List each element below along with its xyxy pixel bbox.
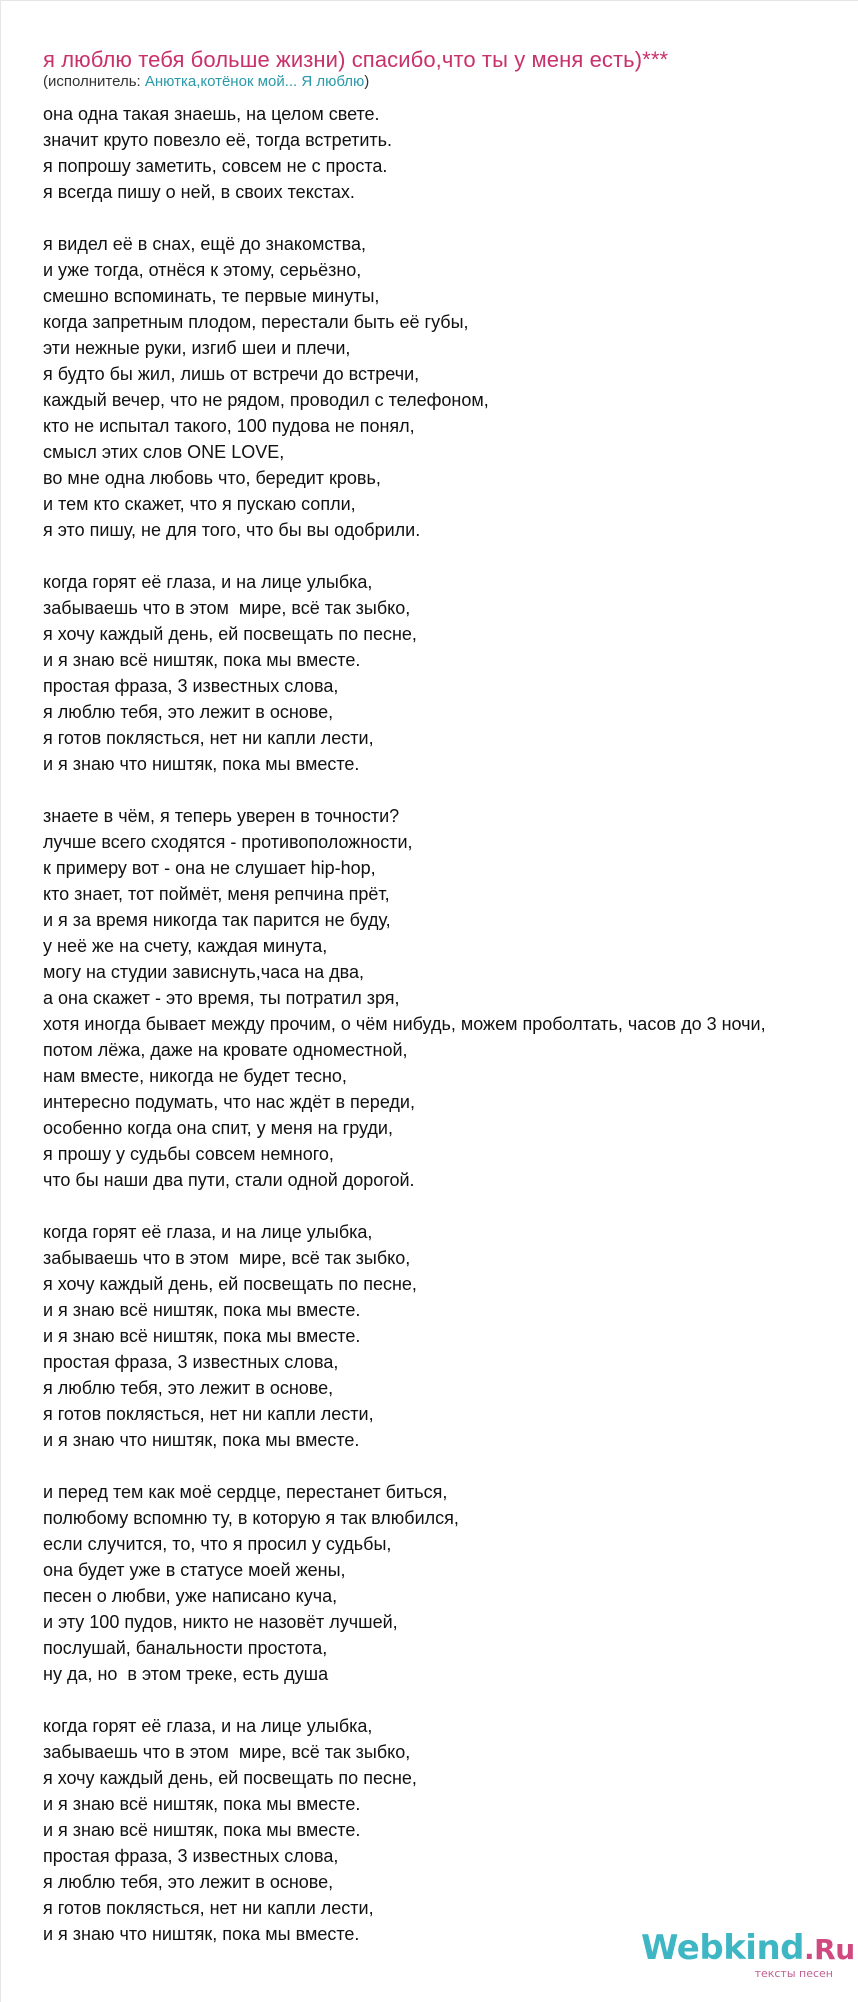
performer-line [43,73,369,90]
performer-link[interactable]: Анютка,котёнок мой... Я люблю [144,73,365,90]
webkind-tagline: тексты песен [754,1967,833,1980]
lyric-line: я будто бы жил, лишь от встречи до встречи, [43,364,420,384]
lyric-line: и я знаю всё ништяк, пока мы вместе. [43,1300,361,1320]
lyric-line: и эту 100 пудов, никто не назовёт лучшей, [43,1612,398,1632]
lyric-line: я хочу каждый день, ей посвещать по песне, [43,1768,417,1788]
lyric-line: она одна такая знаешь, на целом свете. [43,104,380,124]
lyric-line: значит круто повезло её, тогда встретить. [43,130,393,150]
lyric-line: и я знаю всё ништяк, пока мы вместе. [43,650,361,670]
lyric-line: песен о любви, уже написано куча, [43,1586,338,1606]
lyric-line: и я знаю всё ништяк, пока мы вместе. [43,1820,361,1840]
lyric-line: я попрошу заметить, совсем не с проста. [43,156,388,176]
stanza-break [43,543,858,569]
lyric-line: полюбому вспомню ту, в которую я так влюбился, [43,1508,459,1528]
lyric-line: я всегда пишу о ней, в своих текстах. [43,182,355,202]
lyric-line: особенно когда она спит, у меня на груди, [43,1118,393,1138]
lyric-line: я хочу каждый день, ей посвещать по песне, [43,1274,417,1294]
lyric-line: и я знаю что ништяк, пока мы вместе. [43,1924,360,1944]
lyric-line: кто знает, тот поймёт, меня репчина прёт, [43,884,390,904]
song-title: я люблю тебя больше жизни) спасибо,что ты у меня есть)*** [43,47,669,72]
lyric-line: простая фраза, 3 известных слова, [43,1352,339,1372]
lyric-line: и уже тогда, отнёся к этому, серьёзно, [43,260,362,280]
lyric-line: я готов поклясться, нет ни капли лести, [43,1404,374,1424]
performer-suffix: ) [364,73,370,90]
lyric-line: я люблю тебя, это лежит в основе, [43,702,334,722]
lyric-line: могу на студии зависнуть,часа на два, [43,962,365,982]
lyric-line: я готов поклясться, нет ни капли лести, [43,1898,374,1918]
lyric-line: если случится, то, что я просил у судьбы, [43,1534,392,1554]
lyric-line: когда запретным плодом, перестали быть её губы, [43,312,469,332]
lyric-line: смысл этих слов ONE LOVE, [43,442,285,462]
lyric-line: хотя иногда бывает между прочим, о чём нибудь, можем проболтать, часов до 3 ночи, [43,1014,766,1034]
webkind-logo-main: Webkind [641,1928,804,1968]
lyric-line: эти нежные руки, изгиб шеи и плечи, [43,338,351,358]
lyric-line: я люблю тебя, это лежит в основе, [43,1872,334,1892]
lyric-line: и я знаю что ништяк, пока мы вместе. [43,754,360,774]
lyric-line: когда горят её глаза, и на лице улыбка, [43,1222,373,1242]
lyric-line: и я знаю всё ништяк, пока мы вместе. [43,1326,361,1346]
stanza-break [43,1193,858,1219]
lyric-line: нам вместе, никогда не будет тесно, [43,1066,347,1086]
lyric-line: к примеру вот - она не слушает hip-hop, [43,858,376,878]
lyric-line: и тем кто скажет, что я пускаю сопли, [43,494,356,514]
stanza-break [43,777,858,803]
lyric-line: я хочу каждый день, ей посвещать по песне, [43,624,417,644]
lyric-line: послушай, банальности простота, [43,1638,328,1658]
lyric-line: лучше всего сходятся - противоположности, [43,832,413,852]
stanza-break [43,1687,858,1713]
lyric-line: ну да, но в этом треке, есть душа [43,1664,329,1684]
lyric-line: простая фраза, 3 известных слова, [43,1846,339,1866]
lyric-line: я готов поклясться, нет ни капли лести, [43,728,374,748]
webkind-watermark[interactable] [641,1928,855,1991]
lyric-line: я люблю тебя, это лежит в основе, [43,1378,334,1398]
lyric-line: потом лёжа, даже на кровате одноместной, [43,1040,408,1060]
lyric-line: и я знаю всё ништяк, пока мы вместе. [43,1794,361,1814]
lyric-line: я видел её в снах, ещё до знакомства, [43,234,366,254]
lyric-line: кто не испытал такого, 100 пудова не понял, [43,416,415,436]
lyric-line: во мне одна любовь что, бередит кровь, [43,468,381,488]
lyric-line: она будет уже в статусе моей жены, [43,1560,346,1580]
lyric-line: и я знаю что ништяк, пока мы вместе. [43,1430,360,1450]
lyric-line: забываешь что в этом мире, всё так зыбко, [43,1742,411,1762]
lyric-line: когда горят её глаза, и на лице улыбка, [43,572,373,592]
webkind-logo-tld: .Ru [804,1933,855,1966]
lyric-line: что бы наши два пути, стали одной дорогой. [43,1170,415,1190]
lyric-line: каждый вечер, что не рядом, проводил с телефоном, [43,390,489,410]
lyric-line: смешно вспоминать, те первые минуты, [43,286,380,306]
lyric-line: и перед тем как моё сердце, перестанет биться, [43,1482,448,1502]
performer-prefix: (исполнитель: [43,73,145,90]
lyric-line: знаете в чём, я теперь уверен в точности? [43,806,400,826]
lyric-line: у неё же на счету, каждая минута, [43,936,328,956]
stanza-break [43,1453,858,1479]
lyric-line: и я за время никогда так парится не буду, [43,910,391,930]
stanza-break [43,205,858,231]
lyric-line: забываешь что в этом мире, всё так зыбко, [43,1248,411,1268]
lyric-line: забываешь что в этом мире, всё так зыбко, [43,598,411,618]
lyric-line: а она скажет - это время, ты потратил зря, [43,988,400,1008]
lyric-line: я это пишу, не для того, что бы вы одобрили. [43,520,421,540]
lyric-line: я прошу у судьбы совсем немного, [43,1144,334,1164]
lyric-line: когда горят её глаза, и на лице улыбка, [43,1716,373,1736]
lyric-line: простая фраза, 3 известных слова, [43,676,339,696]
lyrics-text [43,101,858,1947]
lyric-line: интересно подумать, что нас ждёт в переди, [43,1092,415,1112]
webkind-logo [641,1928,855,1968]
